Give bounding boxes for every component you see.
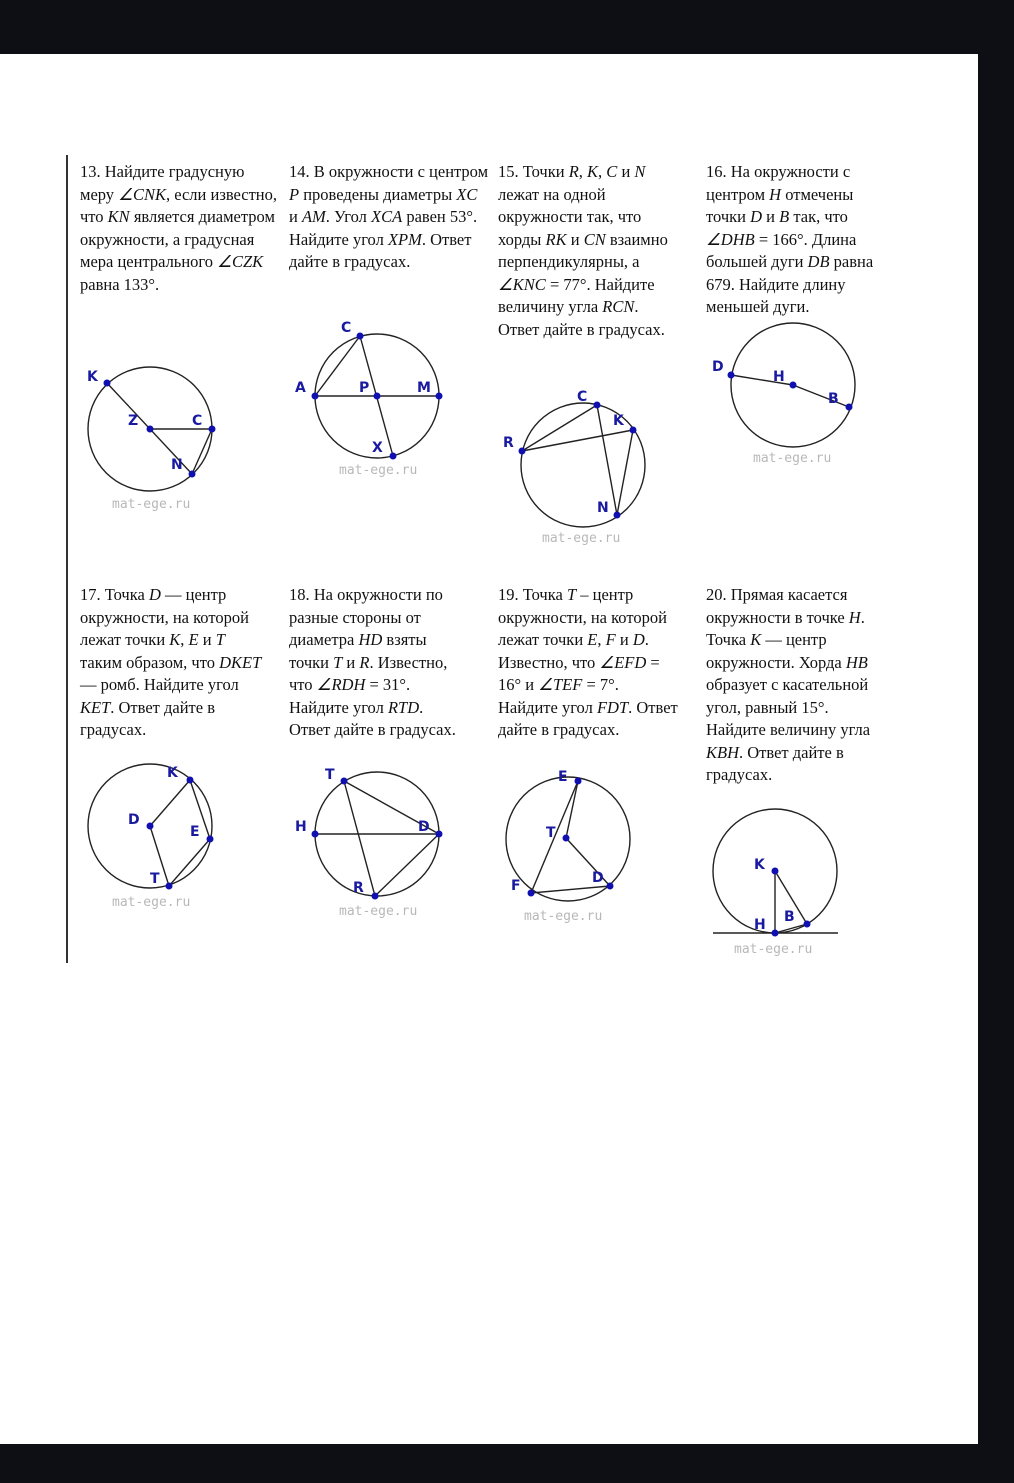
figure-15-label-K: K (613, 413, 624, 429)
text-run: равен 53°. Найдите угол (289, 207, 478, 249)
text-run: . Ответ дайте в градусах. (706, 742, 844, 784)
figure-13-label-N: N (171, 457, 183, 473)
text-run: . Известно, что (289, 652, 448, 694)
text-run: взаимно перпендикулярны, а (498, 229, 668, 271)
figure-16-point-B (846, 404, 853, 411)
text-run: равна 133°. (80, 274, 160, 294)
figure-16-watermark: mat-ege.ru (753, 451, 832, 466)
figure-16-point-D (728, 372, 735, 379)
math-variable: KN (107, 207, 130, 226)
text-run: — центр окружности. Хорда (706, 630, 846, 672)
figure-14-label-P: P (359, 380, 370, 396)
figure-17-line-DK (150, 780, 190, 826)
figure-15-point-R (519, 448, 526, 455)
text-run: 19. Точка (498, 585, 567, 604)
figure-17-line-ET (169, 839, 210, 886)
figure-19-line-ET (566, 781, 578, 838)
problem-17 (80, 584, 262, 742)
figure-19-point-F (528, 890, 535, 897)
text-run: = 31°. Найдите угол (289, 675, 411, 717)
math-variable: K (169, 630, 181, 649)
figure-15-label-C: C (577, 389, 588, 405)
figure-19-label-D: D (592, 870, 604, 886)
math-variable: ∠EFD (599, 652, 647, 672)
figure-17-watermark: mat-ege.ru (112, 895, 191, 910)
text-run: и (198, 630, 216, 649)
figure-15 (498, 385, 668, 550)
math-variable: XC (456, 184, 478, 204)
figure-14-point-P (374, 393, 381, 400)
figure-17-label-T: T (150, 871, 160, 887)
figure-20-label-H: H (754, 917, 766, 933)
problem-20 (706, 584, 886, 787)
problem-20-text (706, 584, 886, 787)
figure-16 (706, 323, 876, 468)
text-run: и (615, 630, 633, 649)
problem-14-text (289, 161, 489, 274)
figure-13-label-C: C (192, 413, 203, 429)
text-run: . Известно, что (498, 630, 649, 672)
figure-15-point-C (594, 402, 601, 409)
math-variable: R (568, 162, 579, 181)
figure-13-point-N (189, 471, 196, 478)
figure-18 (289, 766, 459, 921)
text-run: . Ответ дайте в градусах. (289, 697, 456, 739)
text-run: . Ответ дайте в градусах. (289, 229, 472, 271)
figure-15-line-KN (617, 430, 633, 515)
figure-17 (80, 762, 250, 912)
figure-14-label-X: X (372, 440, 383, 456)
figure-15-watermark: mat-ege.ru (542, 531, 621, 546)
figure-14-label-A: A (295, 380, 306, 396)
problem-17-text (80, 584, 262, 742)
figure-17-point-E (207, 836, 214, 843)
math-variable: F (605, 630, 616, 649)
figure-18-watermark: mat-ege.ru (339, 904, 418, 919)
figure-18-point-R (372, 893, 379, 900)
text-run: , (597, 630, 606, 649)
math-variable: ∠KNC (498, 274, 546, 294)
figure-18-label-H: H (295, 819, 307, 835)
text-run: , (598, 162, 607, 181)
figure-18-point-T (341, 778, 348, 785)
math-variable: ∠CNK (118, 184, 166, 204)
figure-19-point-D (607, 883, 614, 890)
text-run: и (762, 207, 780, 226)
figure-14-watermark: mat-ege.ru (339, 463, 418, 478)
figure-16-point-H (790, 382, 797, 389)
math-variable: E (587, 630, 598, 649)
figure-16-line-HB (793, 385, 849, 407)
figure-20-line-HB (775, 924, 807, 933)
figure-15-label-N: N (597, 500, 609, 516)
text-run: проведены диаметры (299, 184, 457, 204)
text-run: 20. Прямая касается окружности в точке (706, 585, 849, 627)
figure-20 (706, 808, 876, 963)
figure-20-label-B: B (784, 909, 795, 925)
figure-14-label-C: C (341, 320, 352, 336)
math-variable: XCA (371, 207, 403, 226)
text-run: = 7°. Найдите угол (498, 675, 619, 717)
figure-15-point-K (630, 427, 637, 434)
figure-19-line-FD (531, 886, 610, 893)
figure-13-point-K (104, 380, 111, 387)
figure-17-label-D: D (128, 812, 140, 828)
math-variable: T (215, 630, 225, 649)
figure-15-label-R: R (503, 435, 514, 451)
problem-16-text (706, 161, 886, 319)
text-run: – центр окружности, на которой лежат точки (498, 585, 667, 649)
text-run: 18. На окружности по разные стороны от диаметра (289, 585, 443, 649)
math-variable: KBH (706, 742, 739, 762)
problem-16 (706, 161, 886, 319)
problem-14 (289, 161, 489, 274)
text-run: . Точка (706, 607, 865, 649)
text-run: , (180, 630, 189, 649)
math-variable: T (566, 585, 577, 604)
figure-19-watermark: mat-ege.ru (524, 909, 603, 924)
math-variable: H (769, 184, 782, 204)
figure-14-point-A (312, 393, 319, 400)
text-run: и (342, 652, 360, 672)
text-run: образует с касательной угол, равный 15°. Найдите величину угла (706, 675, 871, 739)
figure-19-point-T (563, 835, 570, 842)
math-variable: E (188, 630, 199, 649)
text-run: , если известно, что (80, 184, 278, 226)
problem-19-text (498, 584, 680, 742)
text-run: 15. Точки (498, 162, 569, 181)
figure-17-label-E: E (190, 824, 200, 840)
figure-14 (289, 318, 459, 483)
text-run: . Угол (325, 207, 372, 226)
math-variable: HD (358, 630, 383, 649)
math-variable: RK (545, 229, 567, 249)
math-variable: HB (845, 652, 868, 672)
text-run: отмечены точки (706, 184, 854, 226)
math-variable: D (148, 585, 161, 604)
math-variable: K (587, 162, 599, 181)
figure-19-label-T: T (546, 825, 556, 841)
text-run: = 77°. Найдите величину угла (498, 274, 655, 316)
figure-13 (80, 365, 250, 520)
math-variable: B (779, 207, 790, 226)
left-margin-rule (66, 155, 68, 963)
math-variable: AM (301, 207, 326, 226)
math-variable: H (848, 607, 861, 627)
figure-14-point-M (436, 393, 443, 400)
text-run: так, что (789, 207, 848, 226)
math-variable: ∠RDH (316, 675, 366, 694)
figure-18-line-TR (344, 781, 375, 896)
text-run: = 166°. Длина большей дуги (706, 229, 857, 271)
figure-17-point-T (166, 883, 173, 890)
figure-17-label-K: K (167, 765, 178, 781)
figure-20-label-K: K (754, 857, 765, 873)
text-run: . Ответ дайте в градусах. (498, 697, 678, 739)
problem-18 (289, 584, 467, 742)
text-run: 16. На окружности с центром (706, 162, 851, 204)
math-variable: D (632, 630, 645, 649)
text-run: взяты точки (289, 630, 427, 672)
figure-18-label-T: T (325, 767, 335, 783)
math-variable: CN (583, 229, 606, 249)
text-run: = 16° и (498, 652, 660, 694)
figure-20-point-H (772, 930, 779, 937)
problem-15-text (498, 161, 680, 341)
figure-15-point-N (614, 512, 621, 519)
figure-16-label-B: B (828, 391, 839, 407)
math-variable: XPM (387, 229, 422, 249)
problem-15 (498, 161, 680, 341)
figure-13-point-Z (147, 426, 154, 433)
figure-14-label-M: M (417, 380, 431, 396)
figure-13-label-K: K (87, 369, 98, 385)
figure-19 (498, 766, 668, 926)
text-run: является диаметром окружности, а градусная мера центрального (80, 207, 275, 271)
math-variable: D (750, 207, 763, 226)
figure-18-point-H (312, 831, 319, 838)
problem-13-text (80, 161, 280, 296)
figure-19-label-F: F (511, 878, 521, 894)
math-variable: ∠CZK (217, 252, 264, 271)
text-run: таким образом, что (80, 652, 220, 672)
figure-20-point-B (804, 921, 811, 928)
math-variable: P (289, 184, 300, 204)
text-run: . Ответ дайте в градусах. (498, 297, 665, 339)
text-run: 13. Найдите градусную меру (80, 162, 245, 204)
figure-14-point-C (357, 333, 364, 340)
text-run: — центр окружности, на которой лежат точки (80, 585, 249, 649)
math-variable: DB (807, 252, 830, 271)
figure-18-line-RD (375, 834, 439, 896)
problem-18-text (289, 584, 467, 742)
text-run: 14. В окружности с центром (289, 162, 489, 181)
figure-13-point-C (209, 426, 216, 433)
math-variable: K (750, 630, 762, 649)
text-run: и (617, 162, 635, 181)
math-variable: FDT (596, 697, 629, 717)
problem-13 (80, 161, 280, 296)
math-variable: ∠TEF (538, 675, 583, 694)
math-variable: T (333, 652, 343, 672)
math-variable: RTD (387, 697, 420, 717)
text-run: и (289, 207, 302, 226)
figure-13-watermark: mat-ege.ru (112, 497, 191, 512)
problem-19 (498, 584, 680, 742)
figure-13-line-CN (192, 429, 212, 474)
text-run: лежат на одной окружности так, что хорды (498, 184, 642, 249)
figure-13-label-Z: Z (128, 413, 139, 429)
math-variable: ∠DHB (706, 229, 755, 249)
figure-18-label-D: D (418, 819, 430, 835)
figure-17-point-K (187, 777, 194, 784)
math-variable: RCN (602, 297, 635, 316)
math-variable: KET (80, 697, 111, 717)
math-variable: N (634, 162, 646, 181)
figure-17-point-D (147, 823, 154, 830)
text-run: — ромб. Найдите угол (80, 675, 239, 694)
text-run: и (566, 229, 584, 249)
math-variable: DKET (219, 652, 262, 672)
figure-16-label-H: H (773, 369, 785, 385)
text-run: равна 679. Найдите длину меньшей дуги. (706, 252, 874, 316)
math-variable: C (606, 162, 618, 181)
figure-18-point-D (436, 831, 443, 838)
figure-19-point-E (575, 778, 582, 785)
text-run: , (578, 162, 588, 181)
figure-16-label-D: D (712, 359, 724, 375)
figure-20-point-K (772, 868, 779, 875)
figure-20-watermark: mat-ege.ru (734, 942, 813, 957)
figure-14-line-CA (315, 336, 360, 396)
text-run: . Ответ дайте в градусах. (80, 697, 215, 739)
figure-19-label-E: E (558, 769, 568, 785)
figure-18-label-R: R (353, 880, 364, 896)
math-variable: R (359, 652, 370, 672)
text-run: 17. Точка (80, 585, 149, 604)
figure-14-point-X (390, 453, 397, 460)
